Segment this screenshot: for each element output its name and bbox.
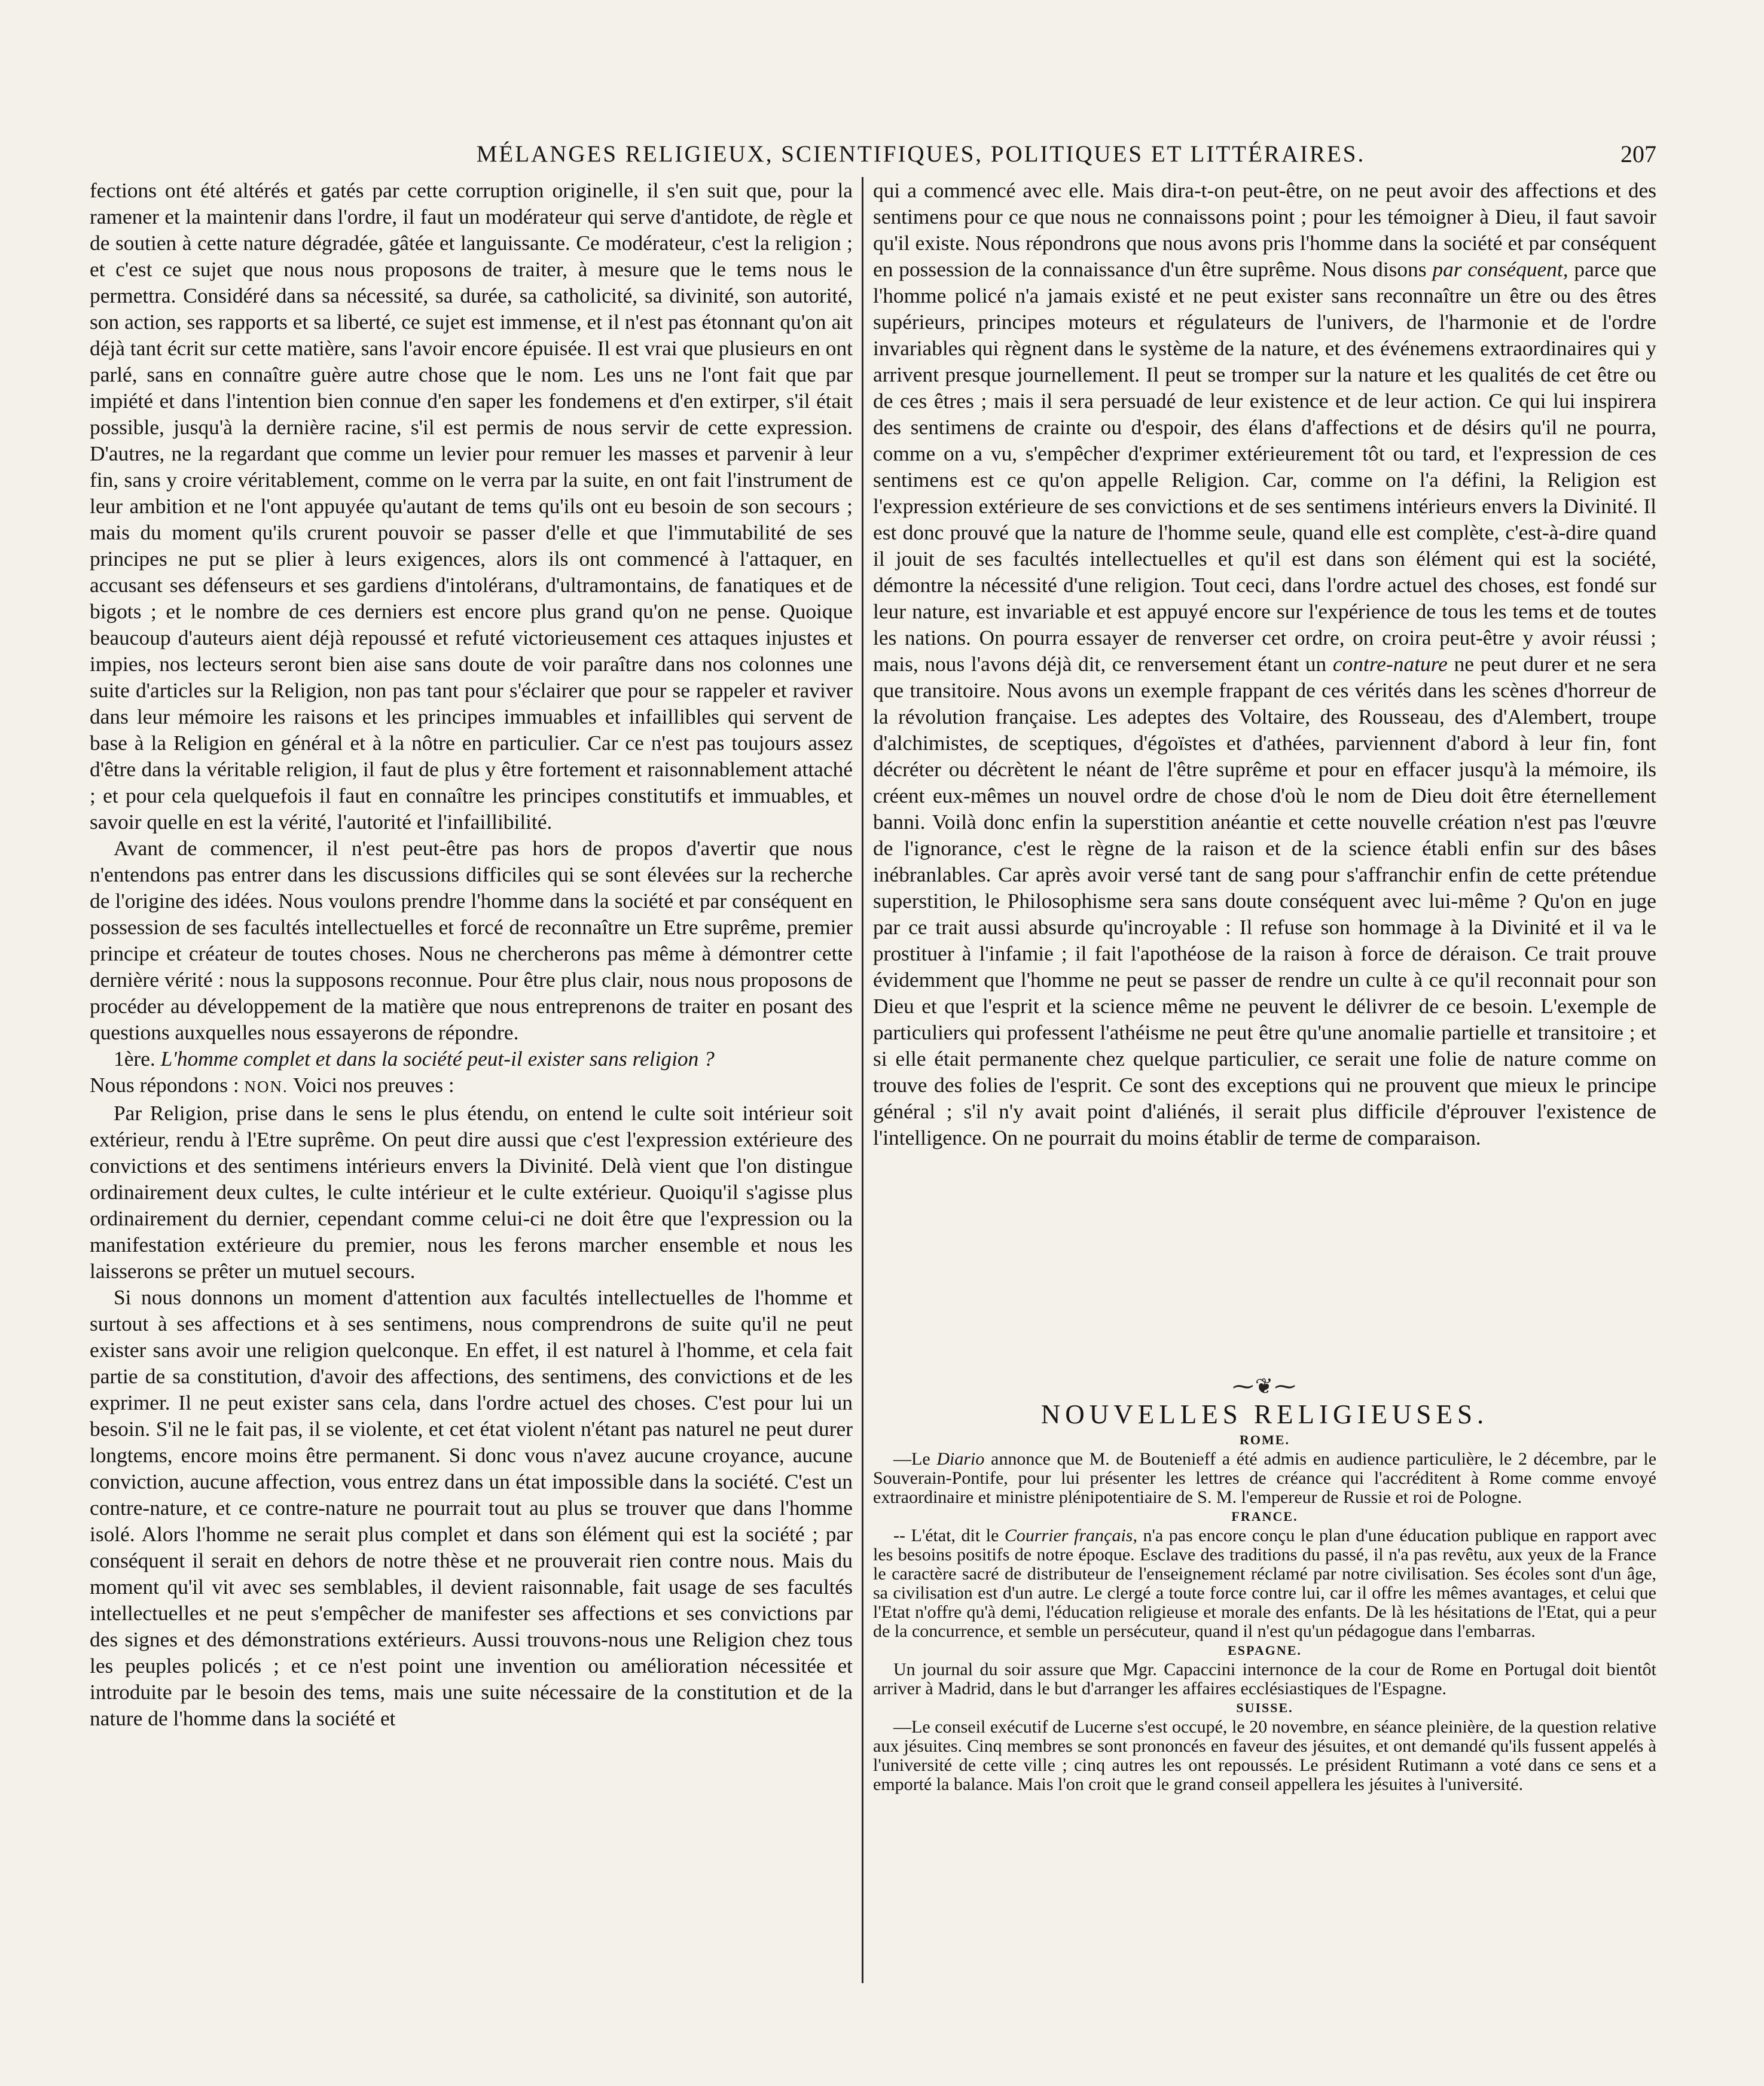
answer-lead: Nous répondons : — [90, 1073, 239, 1097]
paragraph: Si nous donnons un moment d'attention aux facultés intellectuelles de l'homme et surtout à ses affections et à ses sentimens, nous comprendrons de suite qu'il ne peut exister sans avoir une religion quelconque. En effet, il est naturel à l'homme, et cela fait partie de sa constitution, d'avoir des affections, des sentimens, des convictions et de les exprimer. Il ne peut exister sans cela, dans l'ordre actuel des choses. C'est pour lui un besoin. S'il ne le fait pas, il se violente, et cet état violent n'étant pas naturel ne peut durer longtems, encore moins être permanent. Si donc vous n'avez aucune croyance, aucune conviction, aucune affection, vous entrez dans un état impossible dans la société. C'est un contre-nature, et ce contre-nature ne pourrait tout au plus se trouver que dans l'homme isolé. Alors l'homme ne serait plus complet et dans son élément qui est la société ; par conséquent il serait en dehors de notre thèse et ne prouverait rien contre nous. Mais du moment qu'il vit avec ses semblables, il devient raisonnable, fait usage de ses facultés intellectuelles et ne peut s'empêcher de manifester ses affections et ses convictions par des signes et des démonstrations extérieurs. Aussi trouvons-nous une Religion chez tous les peuples policés ; et ce n'est point une invention ou amélioration nécessitée et introduite par le besoin des tems, mais une suite nécessaire de la constitution et de la nature de l'homme dans la société et — [90, 1285, 853, 1730]
question-number: 1ère. — [114, 1047, 155, 1071]
suisse-heading: SUISSE. — [1236, 1700, 1293, 1715]
emphasis: Diario — [936, 1449, 985, 1469]
page-header — [90, 136, 1656, 172]
france-item — [873, 1526, 1656, 1641]
text-run: annonce que M. de Bouteniеff a été admis en audience particulière, le 2 décembre, par le Souverain-Pontife, pour lui présenter les lettres de créance qui l'accréditent à Rome comme envoyé extraordinaire et ministre plénipotentiaire de S. M. l'empereur de Russie et roi de Pologne. — [873, 1449, 1657, 1507]
ornament: ⁓❦⁓ — [1232, 1374, 1298, 1398]
running-title: MÉLANGES RELIGIEUX, SCIENTIFIQUES, POLITIQUES ET LITTÉRAIRES. — [476, 141, 1366, 167]
text-run: ne peut durer et ne sera que transitoire. Nous avons un exemple frappant de ces vérités dans les scènes d'horreur de la révolution française. Les adeptes des Voltaire, des Rousseau, des d'Alembert, troupe d'alchimistes, de sceptiques, d'égoïstes et d'athées, parviennent d'abord à leur fin, font décréter ou décrètent le néant de l'être suprême et pour en effacer jusqu'à la mémoire, ils créent eux-mêmes un nouvel ordre de chose d'où le nom de Dieu doit être éternellement banni. Voilà donc enfin la superstition anéantie et cette nouvelle création n'est pas l'œuvre de l'ignorance, c'est le règne de la raison et de la science établi enfin sur des bâses inébranlables. Car après avoir versé tant de sang pour s'affranchir enfin de cette prétendue superstition, le Philosophisme sera sans doute conséquent avec lui-même ? Qu'on en juge par ce trait aussi absurde qu'incroyable : Il refuse son hommage à la Divinité et il va le prostituer à l'infamie ; il fait l'apothéose de la raison à force de déraison. Ce trait prouve évidemment que l'homme ne peut se passer de rendre un culte à ce qu'il reconnait pour son Dieu et que l'esprit et la science même ne peuvent le délivrer de ce besoin. L'exemple de particuliers qui professent l'athéisme ne peut être qu'une anomalie partielle et transitoire ; et si elle était permanente chez quelque particulier, ce serait une folie de nature comme on trouve des folies de l'esprit. Ce sont des exceptions qui ne prouvent que mieux le principe général ; s'il n'y avait point d'aliénés, il serait plus difficile d'éprouver l'existence de l'intelligence. On ne pourrait du moins établir de terme de comparaison. — [873, 652, 1656, 1149]
answer-no: NON. — [244, 1078, 288, 1096]
rome-heading: ROME. — [1240, 1432, 1290, 1447]
text-run: parce que l'homme policé n'a jamais existé et ne peut exister sans reconnaître un être ou des êtres supérieurs, principes moteurs et régulateurs de l'univers, de l'harmonie et de l'ordre invariables qui règnent dans le système de la nature, et des événemens extraordinaires qui y arrivent presque journellement. Il peut se tromper sur la nature et les qualités de cet être ou de ces êtres ; mais il sera persuadé de leur existence et de leur action. Ce qui lui inspirera des sentimens de crainte ou d'espoir, des élans d'affections et de désirs qu'il ne pourra, comme on a vu, s'empêcher d'exprimer extérieurement tôt ou tard, et l'expression de ces sentimens est ce qu'on appelle Religion. Car, comme on l'a défini, la Religion est l'expression extérieure de ses convictions et de ses sentimens intérieurs envers la Divinité. Il est donc prouvé que la nature de l'homme seule, quand elle est complète, c'est-à-dire quand il jouit de ses facultés intellectuelles et qu'il est dans son élément qui est la société, démontre la nécessité d'une religion. Tout ceci, dans l'ordre actuel des choses, est fondé sur leur nature, est invariable et est appuyé encore sur l'expérience de tous les tems et de toutes les nations. On pourra essayer de renverser cet ordre, on croira peut-être y avoir réussi ; mais, nous l'avons déjà dit, ce renversement étant un — [873, 257, 1656, 676]
answer-tail: Voici nos preuves : — [293, 1073, 454, 1097]
paragraph: fections ont été altérés et gatés par cette corruption originelle, il s'en suit que, pour la ramener et la maintenir dans l'ordre, il faut un modérateur qui serve d'antidote, de règle et de soutien à cette nature dégradée, gâtée et languissante. Ce modérateur, c'est la religion ; et c'est ce sujet que nous nous proposons de traiter, à mesure que le tems nous le permettra. Considéré dans sa nécessité, sa durée, sa catholicité, sa divinité, son autorité, son action, ses rapports et sa liberté, ce sujet est immense, et il n'est pas étonnant qu'on ait déjà tant écrit sur cette matière, sans l'avoir encore épuisée. Il est vrai que plusieurs en ont parlé, sans en connaître guère autre chose que le nom. Les uns ne l'ont fait que par impiété et dans l'intention bien connue d'en saper les fondemens et d'en extirper, s'il était possible, jusqu'à la dernière racine, s'il est permis de nous servir de cette expression. D'autres, ne la regardant que comme un levier pour remuer les masses et parvenir à leur fin, sans y croire véritablement, comme on le verra par la suite, en ont fait l'instrument de leur ambition et ne l'ont appuyée qu'autant de tems qu'ils ont eu besoin de son secours ; mais du moment qu'ils crurent pouvoir se passer d'elle et que l'immutabilité de ses principes ne put se plier à leurs exigences, alors ils ont commencé à l'attaquer, en accusant ses défenseurs et ses gardiens d'intolérans, d'ultramontains, de fanatiques et de bigots ; et le nombre de ces derniers est encore plus grand qu'on ne pense. Quoique beaucoup d'auteurs aient déjà repoussé et refuté victorieusement ces attaques injustes et impies, nos lecteurs seront bien aise sans doute de voir paraître dans nos colonnes une suite d'articles sur la Religion, non pas tant pour s'éclairer que pour se rappeler et raviver dans leur mémoire les raisons et les principes immuables et infaillibles qui servent de base à la Religion en général et à la nôtre en particulier. Car ce n'est pas toujours assez d'être dans la véritable religion, il faut de plus y être fortement et raisonnablement attaché ; et pour cela quelquefois il faut en connaître les principes constitutifs et immuables, et savoir quelle en est la vérité, l'autorité et l'infaillibilité. — [90, 178, 853, 834]
column-divider — [862, 177, 863, 1983]
answer-line — [90, 1072, 853, 1100]
text-run: —Le — [893, 1449, 930, 1469]
text-run: n'a pas encore conçu le plan d'une éducation publique en rapport avec les besoins positifs de notre époque. Esclave des traditions du passé, il n'a pas revêtu, aux yeux de la France le caractère sacré de distributeur de l'enseignement réclamé par notre civilisation. Ses écoles sont d'un âge, sa civilisation est d'un autre. Le clergé a toute force contre lui, car il offre les mêmes avantages, et celui que l'Etat n'offre qu'à demi, l'éducation religieuse et morale des enfants. De là les hésitations de l'Etat, qui a peur de la concurrence, et semble un persécuteur, quand il n'est qu'un pédagogue dans l'embarras. — [873, 1526, 1657, 1641]
espagne-heading: ESPAGNE. — [1228, 1643, 1302, 1658]
text-run: -- L'état, dit le — [893, 1526, 999, 1545]
right-column — [873, 177, 1656, 1151]
text-run: qui a commencé avec elle. Mais dira-t-on peut-être, on ne peut avoir des affections et des sentimens pour ce que nous ne connaissons point ; pour les témoigner à Dieu, il faut savoir qu'il existe. Nous répondrons que nous avons pris l'homme dans la société et par conséquent en possession de la connaissance d'un être suprême. Nous disons — [873, 178, 1656, 281]
suisse-item: —Le conseil exécutif de Lucerne s'est occupé, le 20 novembre, en séance pleinière, de la question relative aux jésuites. Cinq membres se sont prononcés en faveur des jésuites, et ont demandé qu'ils fussent appelés à l'université de cette ville ; cinq autres les ont repoussés. Le président Rutimann a voté dans ce sens et a emporté la balance. Mais l'on croit que le grand conseil appellera les jésuites à l'université. — [873, 1717, 1656, 1794]
question-text: L'homme complet et dans la société peut-il exister sans religion ? — [160, 1047, 715, 1071]
section-title: NOUVELLES RELIGIEUSES. — [1040, 1399, 1489, 1429]
emphasis: Courrier français, — [1004, 1526, 1137, 1545]
paragraph — [873, 177, 1656, 1151]
page-number: 207 — [1620, 141, 1656, 167]
espagne-item: Un journal du soir assure que Mgr. Capaccini internonce de la cour de Rome en Portugal doit bientôt arriver à Madrid, dans le but d'arranger les affaires ecclésiastiques de l'Espagne. — [873, 1660, 1656, 1698]
paragraph: Par Religion, prise dans le sens le plus étendu, on entend le culte soit intérieur soit extérieur, rendu à l'Etre suprême. On peut dire aussi que c'est l'expression extérieure des convictions et des sentimens intérieurs envers la Divinité. Delà vient que l'on distingue ordinairement deux cultes, le culte intérieur et le culte extérieur. Quoiqu'il s'agisse plus ordinairement du dernier, cependant comme celui-ci ne doit être que l'expression ou la manifestation extérieure du premier, nous les ferons marcher ensemble et nous les laisserons se prêter un mutuel secours. — [90, 1101, 853, 1283]
left-column — [90, 177, 853, 1731]
question-line — [90, 1045, 853, 1072]
emphasis: par conséquent, — [1432, 257, 1568, 281]
nouvelles-religieuses-section — [873, 1374, 1656, 1794]
france-heading: FRANCE. — [1231, 1509, 1298, 1524]
paragraph: Avant de commencer, il n'est peut-être pas hors de propos d'avertir que nous n'entendons pas entrer dans les discussions difficiles qui se sont élevées sur la recherche de l'origine des idées. Nous voulons prendre l'homme dans la société et par conséquent en possession de ses facultés intellectuelles et forcé de reconnaître un Etre suprême, premier principe et créateur de toutes choses. Nous ne chercherons pas même à démontrer cette dernière vérité : nous la supposons reconnue. Pour être plus clair, nous nous proposons de procéder au développement de la matière que nous entreprenons de traiter en posant des questions auxquelles nous essayerons de répondre. — [90, 836, 853, 1044]
emphasis: contre-nature — [1332, 652, 1448, 676]
rome-item — [873, 1450, 1656, 1507]
